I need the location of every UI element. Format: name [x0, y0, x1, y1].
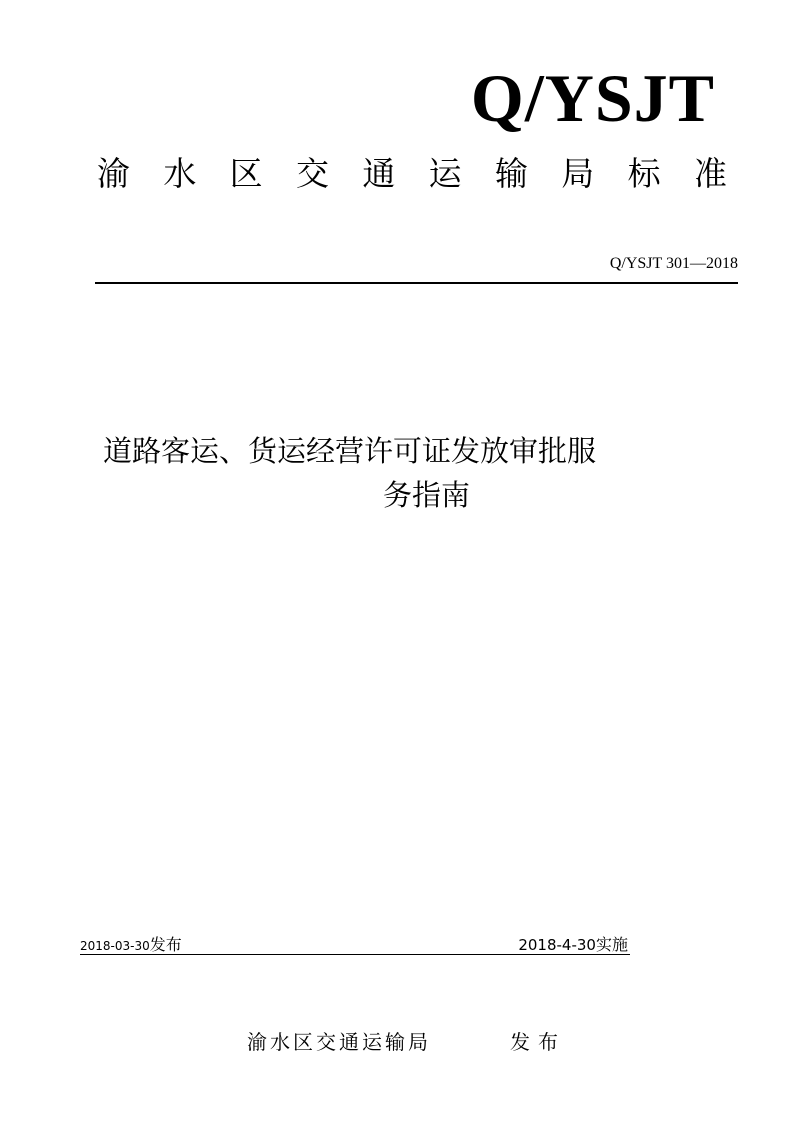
publish-info: [80, 935, 182, 956]
implement-label: 实施: [595, 935, 628, 954]
issuer-action: 发布: [510, 1030, 566, 1054]
org-char: 局: [561, 154, 595, 193]
org-char: 渝: [97, 154, 130, 193]
implement-info: [518, 935, 628, 955]
org-char: 交: [295, 154, 329, 193]
standard-code: Q/YSJT: [470, 60, 715, 136]
publish-date: 2018-03-30: [80, 939, 150, 953]
header-divider: [95, 282, 738, 284]
org-char: 通: [362, 154, 396, 193]
title-line-2: 务指南: [382, 478, 470, 512]
org-char: 水: [163, 154, 197, 193]
publish-label: 发布: [149, 935, 182, 954]
date-divider: [80, 954, 630, 955]
org-char: 运: [428, 154, 462, 193]
org-char: 标: [627, 154, 661, 193]
org-char: 区: [229, 154, 263, 193]
org-char: 准: [693, 154, 727, 193]
title-line-1: 道路客运、货运经营许可证发放审批服: [103, 434, 597, 468]
date-row: [80, 935, 628, 955]
document-title: [95, 430, 738, 516]
organization-standard-name: [97, 152, 727, 196]
standard-number: Q/YSJT 301—2018: [609, 255, 738, 272]
implement-date: 2018-4-30: [518, 936, 596, 954]
issuer-name: 渝水区交通运输局: [247, 1030, 431, 1054]
org-char: 输: [494, 154, 528, 193]
